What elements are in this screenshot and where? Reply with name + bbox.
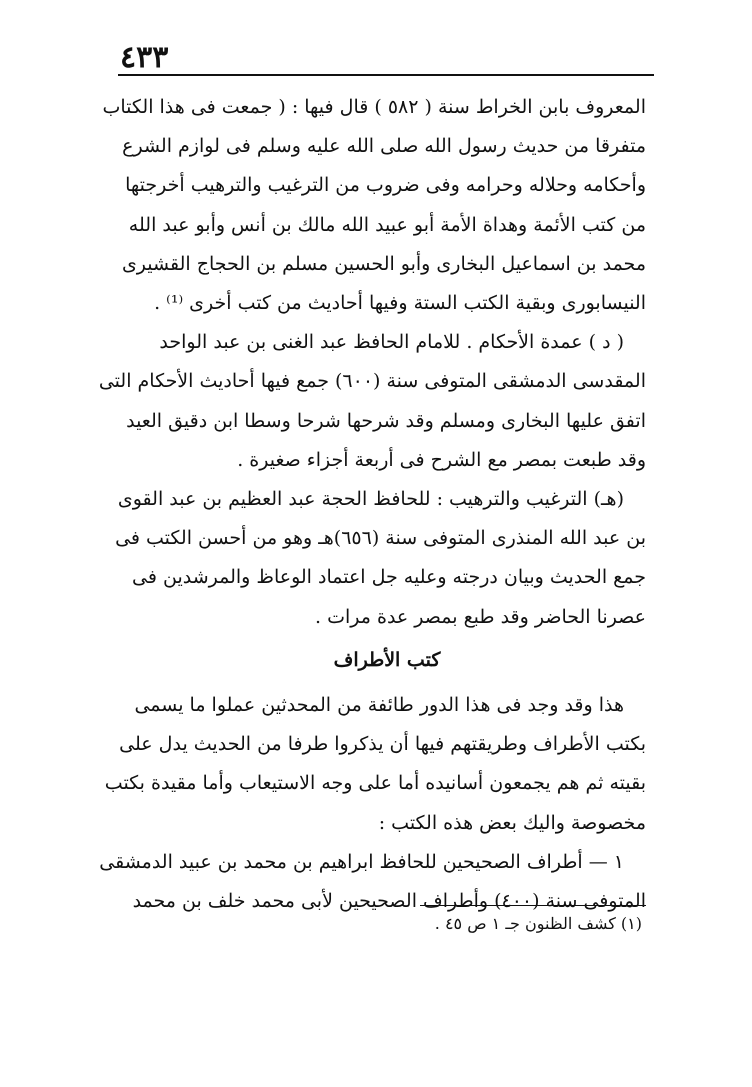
text-line: عصرنا الحاضر وقد طبع بمصر عدة مرات . [315, 605, 646, 628]
footnote-rule [420, 905, 646, 906]
text-line: النيسابورى وبقية الكتب الستة وفيها أحاديث من كتب أخرى ⁽¹⁾ . [154, 292, 646, 315]
text-line: مخصوصة واليك بعض هذه الكتب : [378, 811, 646, 834]
text-line: المتوفى سنة (٤٠٠) وأطراف الصحيحين لأبى محمد خلف بن محمد [132, 890, 646, 913]
text-line: بن عبد الله المنذرى المتوفى سنة (٦٥٦)هـ وهو من أحسن الكتب فى [115, 527, 646, 550]
text-line: وقد طبعت بمصر مع الشرح فى أربعة أجزاء صغيرة . [237, 448, 646, 471]
text-line: ( د ) عمدة الأحكام . للامام الحافظ عبد الغنى بن عبد الواحد [159, 331, 624, 354]
text-line: (هـ) الترغيب والترهيب : للحافظ الحجة عبد العظيم بن عبد القوى [117, 488, 624, 511]
text-line: اتفق عليها البخارى ومسلم وقد شرحها شرحا وسطا ابن دقيق العيد [126, 409, 646, 432]
text-line: ١ — أطراف الصحيحين للحافظ ابراهيم بن محمد بن عبيد الدمشقى [99, 850, 624, 873]
text-line: المعروف بابن الخراط سنة ( ٥٨٢ ) قال فيها : ( جمعت فى هذا الكتاب [102, 96, 646, 118]
text-line: وأحكامه وحلاله وحرامه وفى ضروب من الترغيب والترهيب أخرجتها [125, 174, 646, 197]
text-line: متفرقا من حديث رسول الله صلى الله عليه وسلم فى لوازم الشرع [122, 135, 646, 158]
text-line: بكتب الأطراف وطريقتهم فيها أن يذكروا طرفا من الحديث يدل على [119, 733, 646, 756]
page-number: ٤٣٣ [120, 40, 169, 75]
text-line: المقدسى الدمشقى المتوفى سنة (٦٠٠) جمع فيها أحاديث الأحكام التى [98, 370, 646, 393]
text-line: من كتب الأئمة وهداة الأمة أبو عبيد الله مالك بن أنس وأبو عبد الله [128, 213, 646, 236]
text-line: هذا وقد وجد فى هذا الدور طائفة من المحدثين عملوا ما يسمى [134, 694, 624, 717]
section-heading: كتب الأطراف [333, 648, 441, 671]
text-line: محمد بن اسماعيل البخارى وأبو الحسين مسلم بن الحجاج القشيرى [121, 252, 646, 275]
text-line: جمع الحديث وبيان درجته وعليه جل اعتماد الوعاظ والمرشدين فى [132, 566, 646, 589]
footnote: (١) كشف الظنون جـ ١ ص ٤٥ . [434, 914, 642, 933]
body-text [98, 88, 646, 921]
header-rule [118, 74, 654, 76]
text-line: بقيته ثم هم يجمعون أسانيده أما على وجه الاستيعاب وأما مقيدة بكتب [104, 772, 646, 795]
